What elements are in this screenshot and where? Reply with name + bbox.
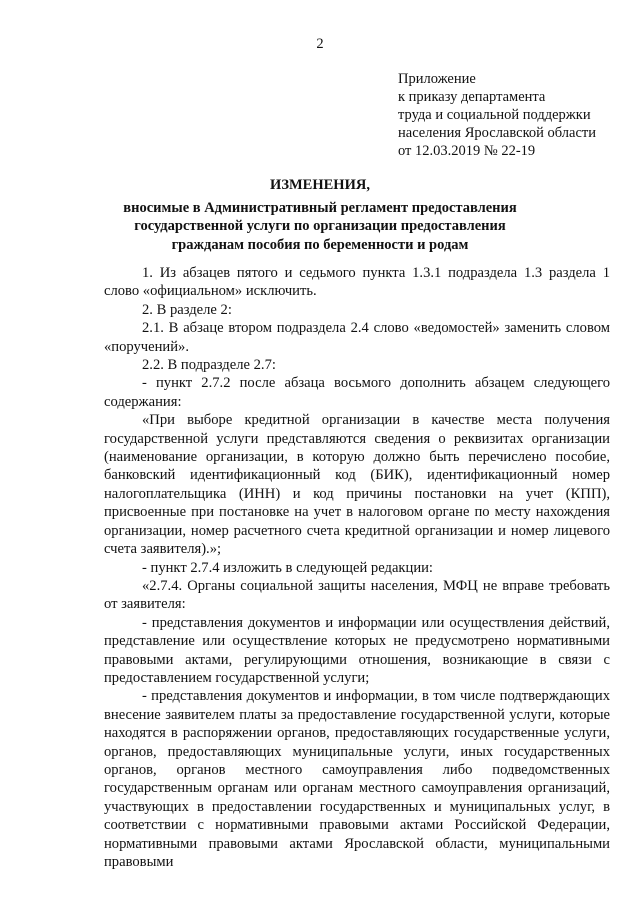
paragraph: - пункт 2.7.2 после абзаца восьмого дополнить абзацем следующего содержания: xyxy=(104,375,610,410)
paragraph: «При выборе кредитной организации в качестве места получения государственной услуги представляются сведения о реквизитах организации (наименование организации, в которую должно быть перечислено пособие, банковский идентификационный код (БИК), идентификационный номер налогоплательщика (ИНН) и код причины постановки на учет (КПП), присвоенные при постановке на учет в налоговом органе по месту нахождения организации, номер расчетного счета кредитной организации и номер лицевого счета заявителя).»; xyxy=(104,412,610,558)
paragraph: - представления документов и информации или осуществления действий, представление или осуществление которых не предусмотрено нормативными правовыми актами, регулирующими отношения, возникающие в связи с предоставлением государственной услуги; xyxy=(104,614,610,686)
document-title xyxy=(100,176,540,254)
page-number: 2 xyxy=(316,36,324,52)
paragraph: - представления документов и информации, в том числе подтверждающих внесение заявителем платы за предоставление государственной услуги, которые находятся в распоряжении органов, предоставляющих государственные услуги, органов, предоставляющих муниципальные услуги, иных государственных органов, органов местного самоуправления либо подведомственных государственным органам или органам местного самоуправления организаций, участвующих в предоставлении государственных и муниципальных услуг, в соответствии с нормативными правовыми актами Российской Федерации, нормативными правовыми актами Ярославской области, муниципальными правовыми xyxy=(104,688,610,870)
paragraph: «2.7.4. Органы социальной защиты населения, МФЦ не вправе требовать от заявителя: xyxy=(104,577,610,613)
paragraph: 1. Из абзацев пятого и седьмого пункта 1.3.1 подраздела 1.3 раздела 1 слово «официальном» исключить. xyxy=(104,265,610,300)
appendix-line: труда и социальной поддержки xyxy=(398,107,591,123)
title-main: ИЗМЕНЕНИЯ, xyxy=(270,177,370,193)
appendix-line: от 12.03.2019 № 22-19 xyxy=(398,143,536,159)
appendix-block xyxy=(398,70,630,160)
paragraph: 2.2. В подразделе 2.7: xyxy=(142,357,276,374)
document-body xyxy=(104,264,610,871)
appendix-line: Приложение xyxy=(398,71,476,87)
paragraph: 2. В разделе 2: xyxy=(142,301,232,318)
title-subtitle: вносимые в Административный регламент предоставления государственной услуги по организации предоставления гражданам пособия по беременности и родам xyxy=(123,199,517,253)
appendix-line: населения Ярославской области xyxy=(398,125,596,141)
paragraph: 2.1. В абзаце втором подраздела 2.4 слово «ведомостей» заменить словом «поручений». xyxy=(104,320,610,355)
appendix-line: к приказу департамента xyxy=(398,89,546,105)
paragraph: - пункт 2.7.4 изложить в следующей редакции: xyxy=(142,559,433,576)
